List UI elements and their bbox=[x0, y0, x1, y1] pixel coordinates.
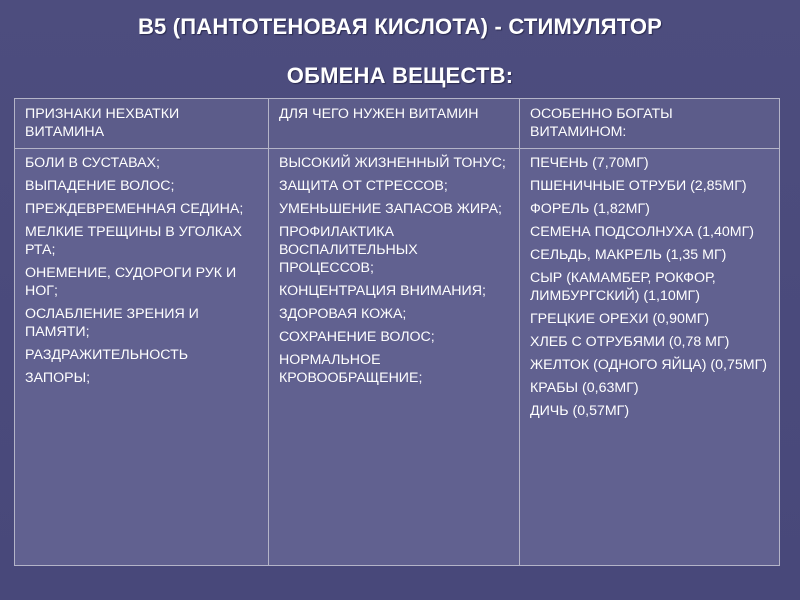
purpose-cell bbox=[269, 149, 520, 566]
list-item: ПРЕЖДЕВРЕМЕННАЯ СЕДИНА; bbox=[25, 201, 244, 217]
list-item: ФОРЕЛЬ (1,82МГ) bbox=[530, 201, 650, 217]
list-item: СЕМЕНА ПОДСОЛНУХА (1,40МГ) bbox=[530, 224, 754, 240]
list-item: ГРЕЦКИЕ ОРЕХИ (0,90МГ) bbox=[530, 311, 710, 327]
list-item: ВЫПАДЕНИЕ ВОЛОС; bbox=[25, 178, 175, 194]
list-item: ОСЛАБЛЕНИЕ ЗРЕНИЯ И ПАМЯТИ; bbox=[25, 306, 199, 340]
list-item: ПШЕНИЧНЫЕ ОТРУБИ (2,85МГ) bbox=[530, 178, 747, 194]
list-item: НОРМАЛЬНОЕ КРОВООБРАЩЕНИЕ; bbox=[279, 352, 423, 386]
list-item: ПРОФИЛАКТИКА ВОСПАЛИТЕЛЬНЫХ ПРОЦЕССОВ; bbox=[279, 224, 418, 276]
table-row bbox=[15, 149, 780, 566]
list-item: ЗАПОРЫ; bbox=[25, 370, 91, 386]
vitamin-table bbox=[14, 98, 780, 566]
list-item: МЕЛКИЕ ТРЕЩИНЫ В УГОЛКАХ РТА; bbox=[25, 224, 242, 258]
header-rich-sources: ОСОБЕННО БОГАТЫ ВИТАМИНОМ: bbox=[520, 99, 780, 149]
list-item: СЫР (КАМАМБЕР, РОКФОР, ЛИМБУРГСКИЙ) (1,10МГ) bbox=[530, 270, 716, 304]
list-item: ЗДОРОВАЯ КОЖА; bbox=[279, 306, 407, 322]
list-item: ХЛЕБ С ОТРУБЯМИ (0,78 МГ) bbox=[530, 334, 730, 350]
table-header-row bbox=[15, 99, 780, 149]
list-item: СОХРАНЕНИЕ ВОЛОС; bbox=[279, 329, 435, 345]
list-item: ДИЧЬ (0,57МГ) bbox=[530, 403, 630, 419]
list-item: СЕЛЬДЬ, МАКРЕЛЬ (1,35 МГ) bbox=[530, 247, 727, 263]
deficiency-signs-cell bbox=[15, 149, 269, 566]
list-item: ОНЕМЕНИЕ, СУДОРОГИ РУК И НОГ; bbox=[25, 265, 237, 299]
list-item: ЗАЩИТА ОТ СТРЕССОВ; bbox=[279, 178, 448, 194]
header-purpose: ДЛЯ ЧЕГО НУЖЕН ВИТАМИН bbox=[269, 99, 520, 149]
list-item: ВЫСОКИЙ ЖИЗНЕННЫЙ ТОНУС; bbox=[279, 155, 506, 171]
list-item: БОЛИ В СУСТАВАХ; bbox=[25, 155, 160, 171]
slide-title-line-1: В5 (ПАНТОТЕНОВАЯ КИСЛОТА) - СТИМУЛЯТОР bbox=[137, 14, 663, 39]
list-item: ПЕЧЕНЬ (7,70МГ) bbox=[530, 155, 649, 171]
list-item: ЖЕЛТОК (ОДНОГО ЯЙЦА) (0,75МГ) bbox=[530, 357, 767, 373]
rich-sources-cell bbox=[520, 149, 780, 566]
list-item: УМЕНЬШЕНИЕ ЗАПАСОВ ЖИРА; bbox=[279, 201, 502, 217]
header-deficiency-signs: ПРИЗНАКИ НЕХВАТКИ ВИТАМИНА bbox=[15, 99, 269, 149]
list-item: КОНЦЕНТРАЦИЯ ВНИМАНИЯ; bbox=[279, 283, 486, 299]
slide-title-line-2: ОБМЕНА ВЕЩЕСТВ: bbox=[286, 63, 514, 88]
list-item: КРАБЫ (0,63МГ) bbox=[530, 380, 639, 396]
list-item: РАЗДРАЖИТЕЛЬНОСТЬ bbox=[25, 347, 189, 363]
